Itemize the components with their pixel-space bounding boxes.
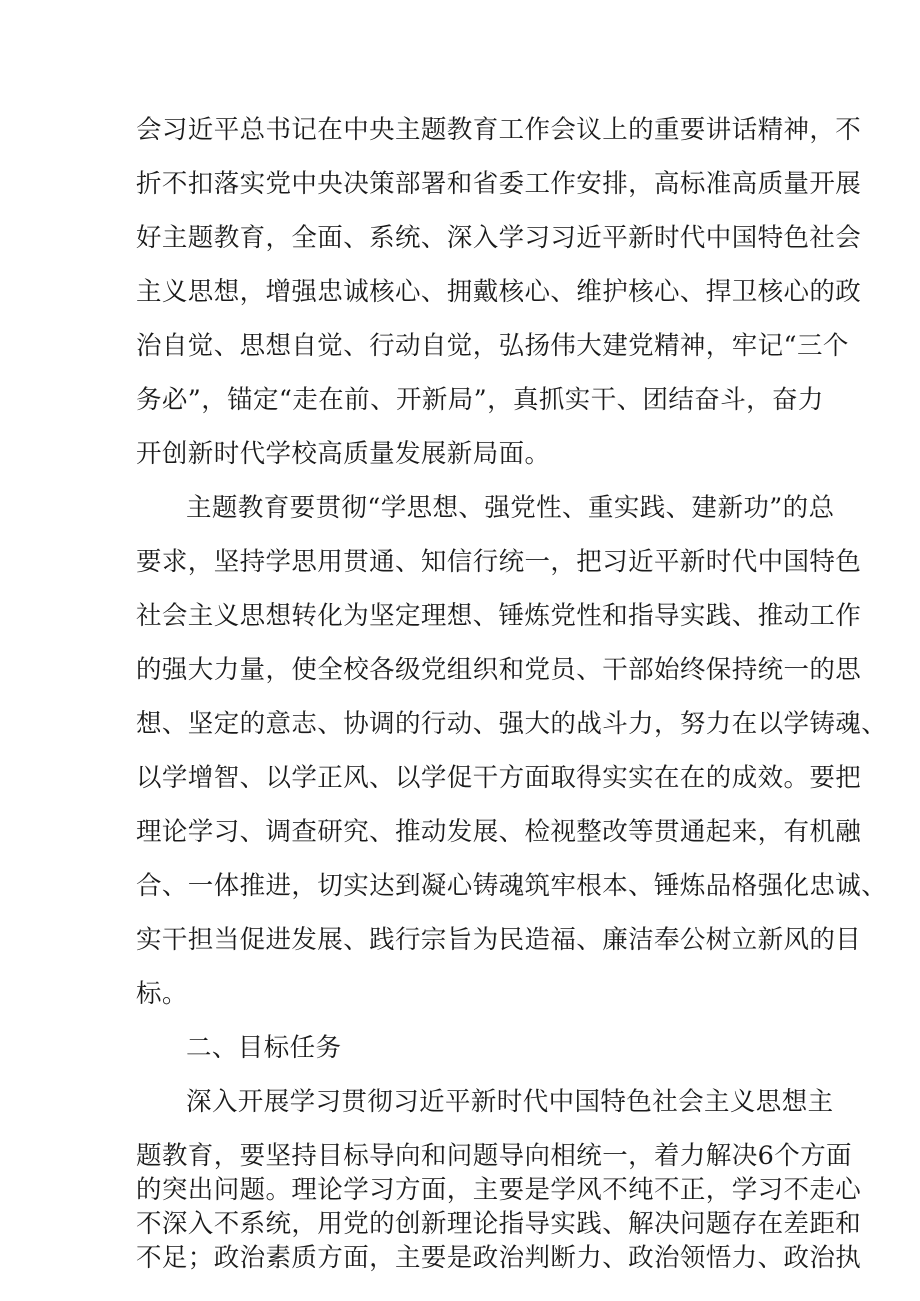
p2-line-7: 理论学习、调查研究、推动发展、检视整改等贯通起来，有机融 xyxy=(136,817,862,847)
p2-line-2: 要求，坚持学思用贯通、知信行统一，把习近平新时代中国特色 xyxy=(136,547,862,577)
p1-line-6: 务必”，锚定“走在前、开新局”，真抓实干、团结奋斗，奋力 xyxy=(136,385,824,415)
p3-line-1: 深入开展学习贯彻习近平新时代中国特色社会主义思想主 xyxy=(186,1087,834,1117)
p3-line-2: 题教育，要坚持目标导向和问题导向相统一，着力解决6个方面 xyxy=(136,1141,852,1171)
p1-line-2: 折不扣落实党中央决策部署和省委工作安排，高标准高质量开展 xyxy=(136,169,862,199)
p2-line-8: 合、一体推进，切实达到凝心铸魂筑牢根本、锤炼品格强化忠诚、 xyxy=(136,871,888,901)
p3-line-3: 的突出问题。理论学习方面，主要是学风不纯不正，学习不走心 xyxy=(136,1175,862,1205)
p2-line-4: 的强大力量，使全校各级党组织和党员、干部始终保持统一的思 xyxy=(136,655,862,685)
p2-line-1: 主题教育要贯彻“学思想、强党性、重实践、建新功”的总 xyxy=(186,493,835,523)
p2-line-6: 以学增智、以学正风、以学促干方面取得实实在在的成效。要把 xyxy=(136,763,862,793)
p1-line-5: 治自觉、思想自觉、行动自觉，弘扬伟大建党精神，牢记“三个 xyxy=(136,331,849,361)
p1-line-4: 主义思想，增强忠诚核心、拥戴核心、维护核心、捍卫核心的政 xyxy=(136,277,862,307)
p2-line-9: 实干担当促进发展、践行宗旨为民造福、廉洁奉公树立新风的目 xyxy=(136,925,862,955)
p2-line-5: 想、坚定的意志、协调的行动、强大的战斗力，努力在以学铸魂、 xyxy=(136,709,888,739)
p1-line-1: 会习近平总书记在中央主题教育工作会议上的重要讲话精神，不 xyxy=(136,115,862,145)
p3-line-5: 不足；政治素质方面，主要是政治判断力、政治领悟力、政治执 xyxy=(136,1243,862,1273)
p2-line-10: 标。 xyxy=(136,979,188,1009)
section-heading: 二、目标任务 xyxy=(186,1033,342,1063)
p3-line-4: 不深入不系统，用党的创新理论指导实践、解决问题存在差距和 xyxy=(136,1209,862,1239)
p1-line-3: 好主题教育，全面、系统、深入学习习近平新时代中国特色社会 xyxy=(136,223,862,253)
p2-line-3: 社会主义思想转化为坚定理想、锤炼党性和指导实践、推动工作 xyxy=(136,601,862,631)
p1-line-7: 开创新时代学校高质量发展新局面。 xyxy=(136,439,551,469)
